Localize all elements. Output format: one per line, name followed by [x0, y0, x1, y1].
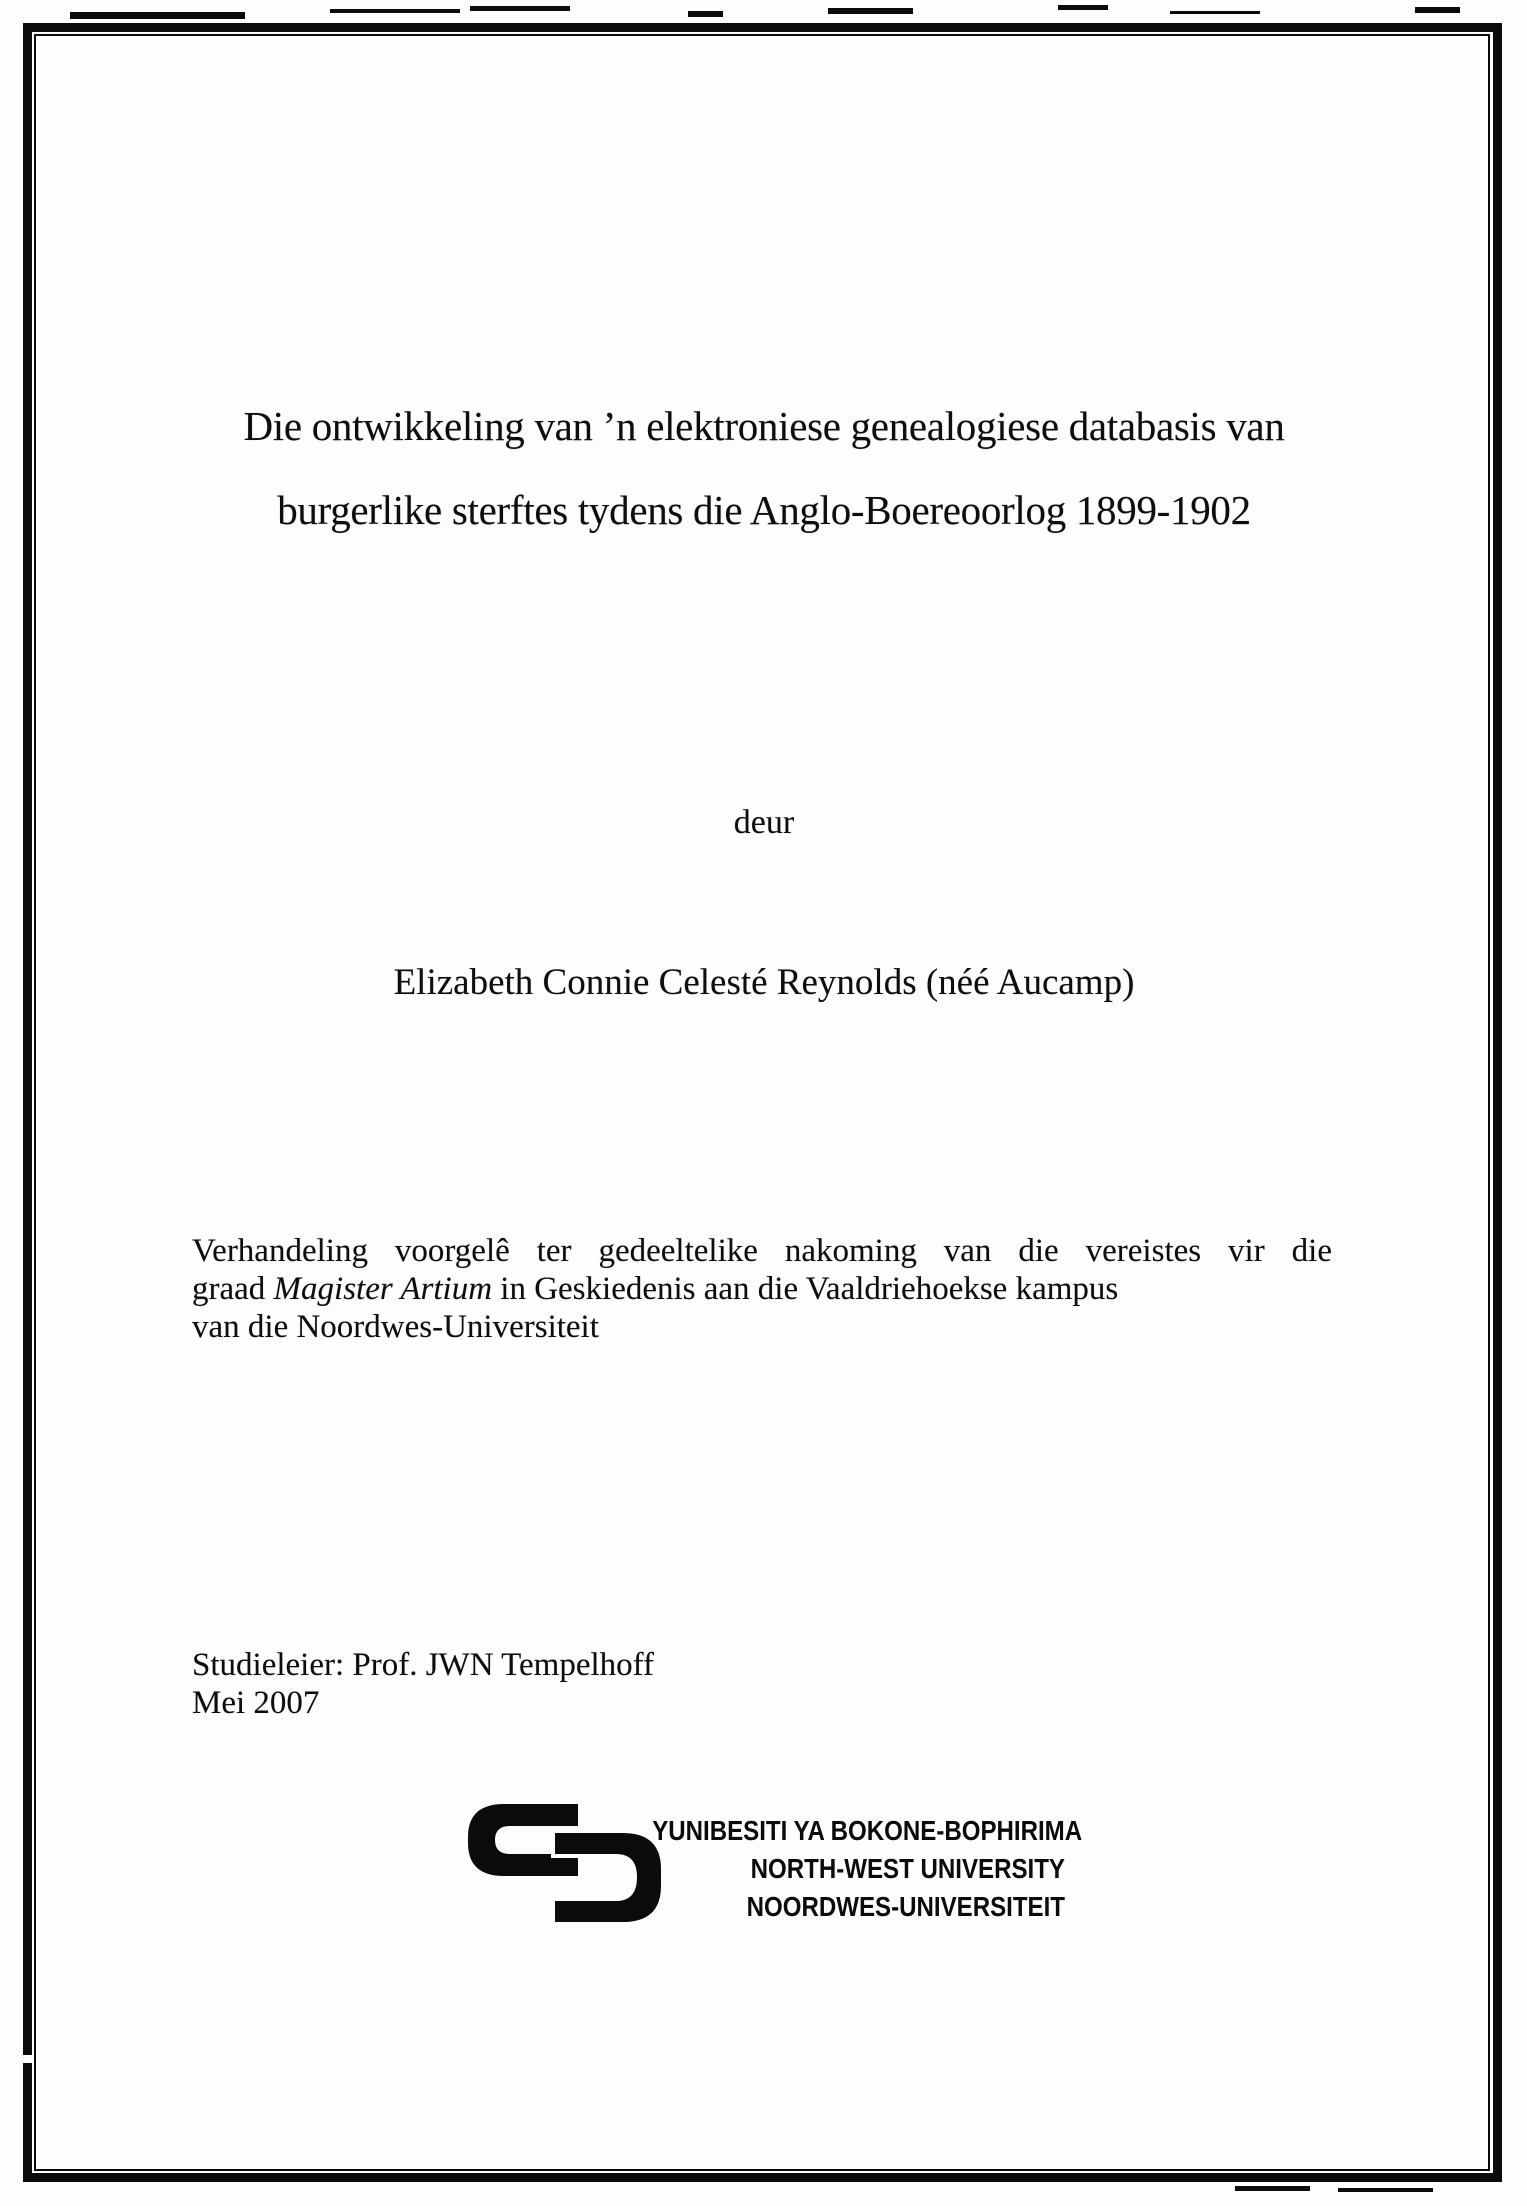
supervisor-line: Studieleier: Prof. JWN Tempelhoff [192, 1647, 655, 1683]
scan-artifact [1235, 2186, 1310, 2191]
logo-text-setswana: YUNIBESITI YA BOKONE-BOPHIRIMA [652, 1815, 1083, 1846]
author-name: Elizabeth Connie Celesté Reynolds (néé Aucamp) [393, 962, 1135, 1003]
scan-artifact [1170, 11, 1260, 14]
thesis-statement-line2-pre: graad [192, 1271, 274, 1307]
thesis-title-line2: burgerlike sterftes tydens die Anglo-Boereoorlog 1899-1902 [277, 487, 1251, 533]
scan-artifact [70, 12, 245, 19]
scan-artifact [1415, 7, 1460, 13]
scan-artifact [828, 8, 913, 14]
scan-artifact [688, 11, 723, 17]
scan-artifact [470, 6, 570, 11]
scan-artifact [23, 2055, 32, 2063]
logo-text-afrikaans: NOORDWES-UNIVERSITEIT [746, 1891, 1065, 1922]
scan-artifact [1338, 2188, 1433, 2192]
thesis-statement-line3: van die Noordwes-Universiteit [192, 1309, 599, 1345]
degree-name-italic: Magister Artium [273, 1271, 493, 1307]
logo-text-english: NORTH-WEST UNIVERSITY [750, 1853, 1065, 1884]
thesis-statement-line2-post: in Geskiedenis aan die Vaaldriehoekse kampus [492, 1271, 1119, 1307]
thesis-statement [192, 1232, 1332, 1346]
thesis-title-line1: Die ontwikkeling van ’n elektroniese genealogiese databasis van [243, 403, 1285, 449]
thesis-statement-line1: Verhandeling voorgelê ter gedeeltelike nakoming van die vereistes vir die [192, 1233, 1332, 1269]
thesis-statement-line2 [192, 1270, 1332, 1308]
university-logo-text [652, 1812, 1083, 1926]
scan-artifact [1058, 5, 1108, 10]
supervisor-block [192, 1646, 654, 1722]
university-logo [468, 1804, 1088, 1974]
nwu-interlocked-links-icon [468, 1804, 663, 1929]
byline-label: deur [733, 804, 795, 841]
scan-artifact [330, 9, 460, 13]
date-line: Mei 2007 [192, 1685, 320, 1721]
